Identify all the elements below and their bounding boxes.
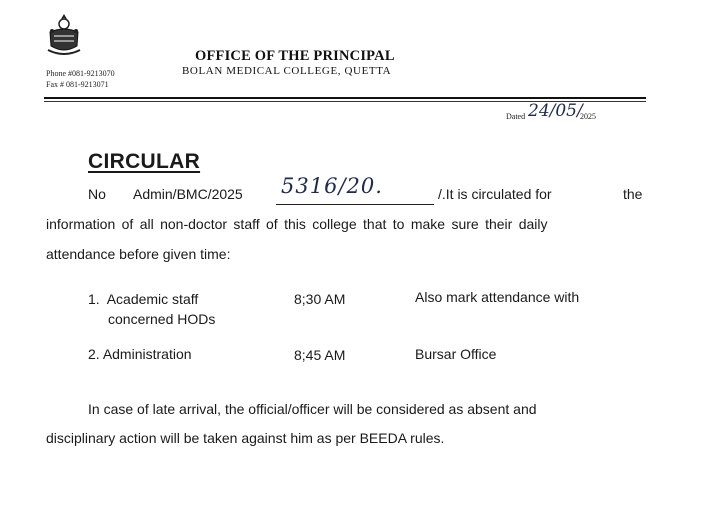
schedule-category: Administration — [102, 346, 192, 362]
college-seal-icon — [44, 12, 84, 56]
body-line-3: attendance before given time: — [46, 246, 231, 262]
schedule-time-1: 8;30 AM — [294, 291, 346, 307]
schedule-number: 1. — [88, 291, 100, 307]
reference-prefix: Admin/BMC/2025 — [133, 186, 243, 202]
schedule-time-2: 8;45 AM — [294, 347, 346, 363]
date-year: 2025 — [580, 112, 596, 121]
reference-handwritten: 5316/20. — [281, 174, 383, 198]
schedule-note-1: Also mark attendance with — [415, 289, 580, 305]
body-line-2: information of all non-doctor staff of this college that to make sure their daily — [46, 216, 548, 232]
reference-tail: /.It is circulated for — [438, 186, 552, 202]
schedule-category: Academic staff — [106, 291, 199, 307]
contact-block — [46, 68, 115, 90]
schedule-note-2: Bursar Office — [415, 346, 497, 362]
office-title: OFFICE OF THE PRINCIPAL — [195, 48, 395, 64]
circular-title: CIRCULAR — [88, 150, 201, 173]
college-name: BOLAN MEDICAL COLLEGE, QUETTA — [182, 65, 392, 77]
schedule-item-2 — [88, 346, 192, 362]
date-label: Dated — [506, 112, 526, 121]
reference-tail-end: the — [623, 186, 643, 202]
date-handwritten: 24/05/ — [528, 101, 583, 121]
reference-no-label: No — [88, 186, 106, 202]
closing-line-1: In case of late arrival, the official/officer will be considered as absent and — [88, 401, 537, 417]
schedule-item-1 — [88, 289, 215, 329]
date-field — [506, 103, 616, 129]
reference-number-field — [276, 174, 434, 205]
fax-number: Fax # 081-9213071 — [46, 80, 109, 89]
schedule-number: 2. — [88, 346, 100, 362]
schedule-category-cont: concerned HODs — [108, 311, 216, 327]
phone-number: Phone #081-9213070 — [46, 69, 115, 78]
closing-line-2: disciplinary action will be taken against him as per BEEDA rules. — [46, 430, 445, 446]
header-divider — [44, 97, 646, 99]
